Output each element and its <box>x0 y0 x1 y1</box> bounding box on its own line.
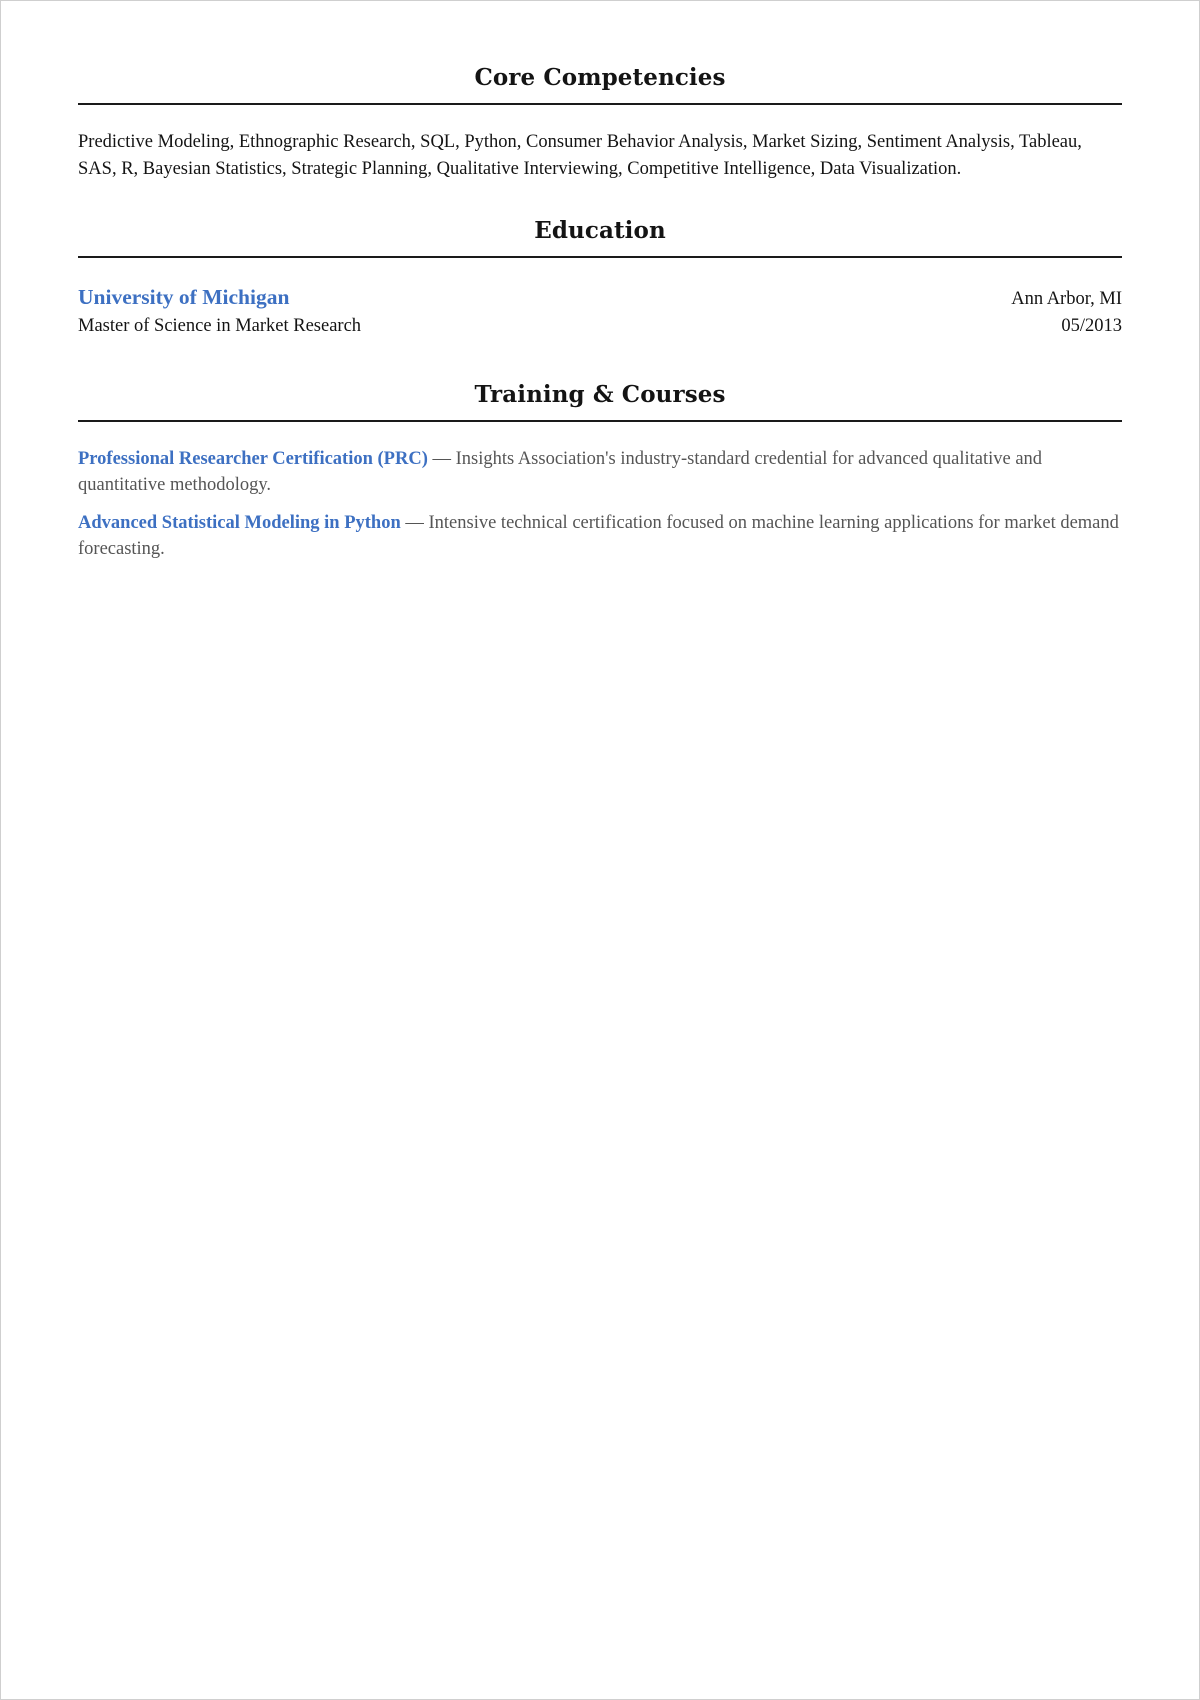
course-separator: — <box>427 449 456 469</box>
course-item <box>78 510 1122 562</box>
course-description: Intensive technical certification focused on machine learning applications for market demand forecasting. <box>78 513 1119 559</box>
graduation-date: 05/2013 <box>1061 316 1122 336</box>
education-section <box>78 206 1122 340</box>
core-competencies-heading: Core Competencies <box>474 64 726 91</box>
course-description: Insights Association's industry-standard credential for advanced qualitative and quantitative methodology. <box>78 449 1043 495</box>
school-location: Ann Arbor, MI <box>1011 289 1122 309</box>
education-heading: Education <box>534 217 666 244</box>
course-separator: — <box>400 513 429 533</box>
school-name: University of Michigan <box>78 285 290 309</box>
section-divider <box>78 420 1122 422</box>
training-section <box>78 370 1122 562</box>
section-divider <box>78 256 1122 258</box>
course-name: Professional Researcher Certification (PRC) <box>78 449 428 469</box>
section-divider <box>78 103 1122 105</box>
education-row-secondary <box>78 313 1122 340</box>
competencies-list: Predictive Modeling, Ethnographic Research, SQL, Python, Consumer Behavior Analysis, Market Sizing, Sentiment Analysis, Tableau, SAS, R, Bayesian Statistics, Strategic Planning, Qualitative Interviewing, Competitive Intelligence, Data Visualization. <box>78 132 1082 179</box>
course-name: Advanced Statistical Modeling in Python <box>78 513 401 533</box>
core-competencies-section <box>78 53 1122 183</box>
education-row-primary <box>78 282 1122 313</box>
training-heading: Training & Courses <box>474 381 726 408</box>
course-item <box>78 446 1122 498</box>
degree-name: Master of Science in Market Research <box>78 316 362 336</box>
